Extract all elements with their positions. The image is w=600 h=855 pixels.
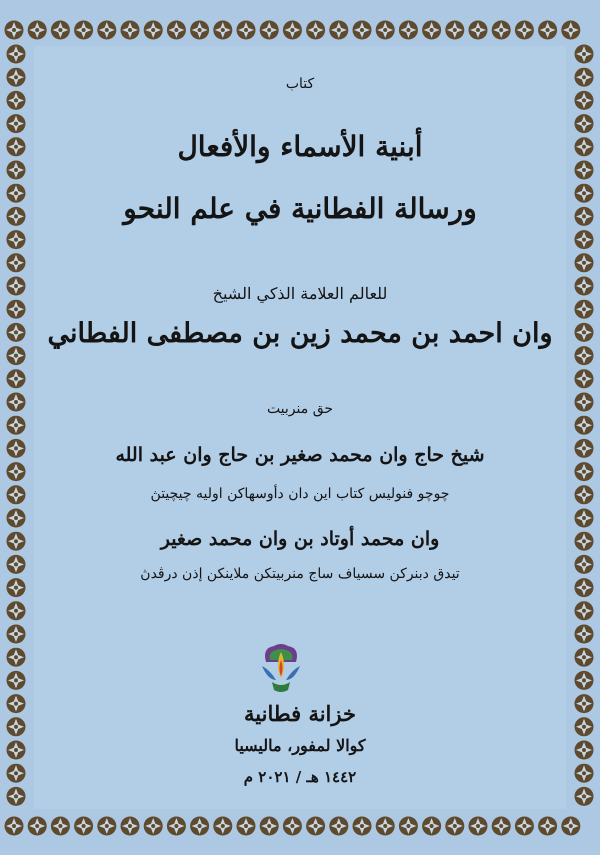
border-star-ornament	[7, 369, 26, 388]
border-star-ornament	[575, 416, 594, 435]
border-star-ornament	[469, 817, 488, 836]
border-star-ornament	[28, 817, 47, 836]
border-star-ornament	[7, 114, 26, 133]
border-star-ornament	[7, 764, 26, 783]
publisher-location: كوالا لمفور، ماليسيا	[234, 736, 366, 755]
border-star-ornament	[575, 45, 594, 64]
border-star-ornament	[7, 485, 26, 504]
border-star-ornament	[7, 161, 26, 180]
border-star-ornament	[237, 817, 256, 836]
border-star-ornament	[7, 300, 26, 319]
border-star-ornament	[7, 91, 26, 110]
border-star-ornament	[575, 184, 594, 203]
rights-holder-2-note: تيدق دبنركن سسياف ساج منربيتكن ملاينكن إذن درڤدڽ	[140, 566, 460, 582]
border-star-ornament	[7, 323, 26, 342]
border-star-ornament	[5, 817, 24, 836]
border-star-ornament	[469, 21, 488, 40]
border-star-ornament	[7, 45, 26, 64]
border-star-ornament	[515, 21, 534, 40]
border-star-ornament	[7, 648, 26, 667]
border-star-ornament	[7, 601, 26, 620]
title-line-1: أبنية الأسماء والأفعال	[177, 130, 423, 163]
author-intro: للعالم العلامة الذكي الشيخ	[212, 284, 388, 303]
border-star-ornament	[399, 21, 418, 40]
border-star-ornament	[7, 393, 26, 412]
border-star-ornament	[575, 68, 594, 87]
author-name: وان احمد بن محمد زين بن مصطفى الفطاني	[47, 318, 553, 349]
rights-holder-2: وان محمد أوتاد بن وان محمد صغير	[160, 528, 440, 550]
border-star-ornament	[575, 601, 594, 620]
border-star-ornament	[190, 21, 209, 40]
border-star-ornament	[7, 671, 26, 690]
border-star-ornament	[7, 578, 26, 597]
border-star-ornament	[575, 625, 594, 644]
border-star-ornament	[422, 817, 441, 836]
border-star-ornament	[7, 416, 26, 435]
border-star-ornament	[561, 817, 580, 836]
rights-label: حق منربيت	[266, 401, 334, 417]
border-star-ornament	[283, 817, 302, 836]
border-star-ornament	[445, 21, 464, 40]
border-star-ornament	[144, 21, 163, 40]
border-star-ornament	[575, 787, 594, 806]
border-star-ornament	[575, 578, 594, 597]
border-star-ornament	[422, 21, 441, 40]
cover-text-area	[34, 46, 566, 809]
border-star-ornament	[283, 21, 302, 40]
border-star-ornament	[306, 21, 325, 40]
border-star-ornament	[376, 817, 395, 836]
border-star-ornament	[575, 137, 594, 156]
border-star-ornament	[7, 462, 26, 481]
border-star-ornament	[575, 91, 594, 110]
publisher-logo-icon	[258, 640, 304, 694]
border-star-ornament	[575, 555, 594, 574]
border-star-ornament	[7, 277, 26, 296]
border-star-ornament	[74, 21, 93, 40]
border-star-ornament	[237, 21, 256, 40]
border-star-ornament	[575, 532, 594, 551]
border-star-ornament	[575, 230, 594, 249]
border-star-ornament	[213, 21, 232, 40]
border-star-ornament	[167, 817, 186, 836]
border-star-ornament	[7, 532, 26, 551]
border-star-ornament	[7, 741, 26, 760]
border-star-ornament	[7, 230, 26, 249]
border-star-ornament	[575, 323, 594, 342]
border-star-ornament	[51, 817, 70, 836]
border-star-ornament	[561, 21, 580, 40]
publication-date: ١٤٤٢ هـ / ٢٠٢١ م	[243, 768, 357, 786]
border-star-ornament	[575, 161, 594, 180]
border-star-ornament	[7, 625, 26, 644]
border-star-ornament	[445, 817, 464, 836]
border-star-ornament	[399, 817, 418, 836]
border-star-ornament	[575, 741, 594, 760]
border-star-ornament	[213, 817, 232, 836]
border-star-ornament	[190, 817, 209, 836]
border-star-ornament	[575, 253, 594, 272]
border-star-ornament	[575, 393, 594, 412]
border-star-ornament	[5, 21, 24, 40]
border-star-ornament	[144, 817, 163, 836]
border-star-ornament	[7, 137, 26, 156]
border-star-ornament	[7, 346, 26, 365]
border-star-ornament	[515, 817, 534, 836]
border-star-ornament	[575, 207, 594, 226]
publisher-name: خزانة فطانية	[244, 701, 356, 726]
border-star-ornament	[121, 817, 140, 836]
book-label: كتاب	[285, 76, 315, 92]
border-star-ornament	[353, 817, 372, 836]
border-star-ornament	[575, 300, 594, 319]
border-star-ornament	[575, 671, 594, 690]
border-star-ornament	[28, 21, 47, 40]
border-star-ornament	[575, 369, 594, 388]
border-star-ornament	[7, 68, 26, 87]
rights-holder-1-note: چوچو فنوليس كتاب اين دان دأوسهاكن اوليه چيچيتڽ	[150, 486, 450, 502]
border-star-ornament	[167, 21, 186, 40]
border-star-ornament	[329, 817, 348, 836]
border-star-ornament	[329, 21, 348, 40]
border-star-ornament	[7, 694, 26, 713]
border-star-ornament	[51, 21, 70, 40]
rights-holder-1: شيخ حاج وان محمد صغير بن حاج وان عبد الله	[115, 444, 485, 466]
border-star-ornament	[575, 439, 594, 458]
border-star-ornament	[7, 439, 26, 458]
border-star-ornament	[7, 184, 26, 203]
border-star-ornament	[575, 485, 594, 504]
border-star-ornament	[97, 21, 116, 40]
title-line-2: ورسالة الفطانية في علم النحو	[123, 192, 477, 225]
border-star-ornament	[575, 346, 594, 365]
border-star-ornament	[7, 555, 26, 574]
border-star-ornament	[538, 21, 557, 40]
border-star-ornament	[353, 21, 372, 40]
border-star-ornament	[74, 817, 93, 836]
border-star-ornament	[7, 717, 26, 736]
border-star-ornament	[575, 114, 594, 133]
border-star-ornament	[492, 21, 511, 40]
border-star-ornament	[7, 509, 26, 528]
border-star-ornament	[575, 694, 594, 713]
border-star-ornament	[575, 717, 594, 736]
border-star-ornament	[575, 509, 594, 528]
border-star-ornament	[538, 817, 557, 836]
border-star-ornament	[575, 277, 594, 296]
border-star-ornament	[575, 764, 594, 783]
border-star-ornament	[97, 817, 116, 836]
border-star-ornament	[7, 207, 26, 226]
border-star-ornament	[7, 253, 26, 272]
border-star-ornament	[121, 21, 140, 40]
border-star-ornament	[306, 817, 325, 836]
border-star-ornament	[376, 21, 395, 40]
border-star-ornament	[260, 817, 279, 836]
border-star-ornament	[575, 648, 594, 667]
border-star-ornament	[7, 787, 26, 806]
border-star-ornament	[575, 462, 594, 481]
border-star-ornament	[260, 21, 279, 40]
border-star-ornament	[492, 817, 511, 836]
